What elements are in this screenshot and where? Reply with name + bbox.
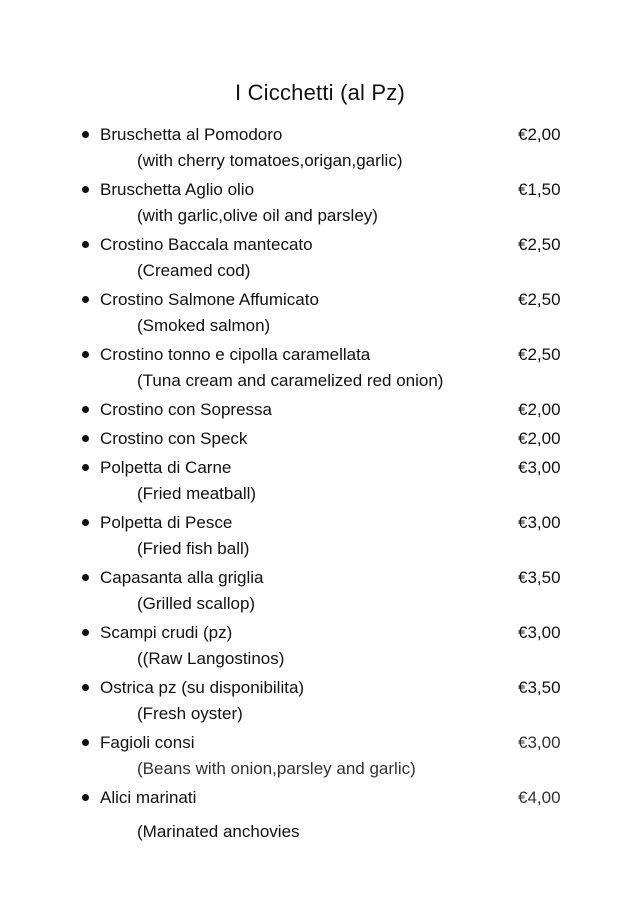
item-price: €3,50 bbox=[518, 568, 561, 587]
item-price: €3,00 bbox=[518, 513, 561, 532]
menu-title: I Cicchetti (al Pz) bbox=[234, 80, 406, 105]
item-price: €4,00 bbox=[518, 788, 561, 807]
menu-item bbox=[0, 398, 640, 422]
item-price: €2,00 bbox=[518, 125, 561, 144]
item-name: Scampi crudi (pz) bbox=[100, 623, 233, 642]
item-price: €3,00 bbox=[518, 733, 561, 752]
menu-item bbox=[0, 511, 640, 558]
item-name: Fagioli consi bbox=[100, 733, 195, 752]
menu-item bbox=[0, 676, 640, 723]
item-name: Capasanta alla griglia bbox=[100, 568, 264, 587]
item-name: Alici marinati bbox=[100, 788, 197, 807]
item-name: Crostino con Speck bbox=[100, 429, 248, 448]
item-description: (with cherry tomatoes,origan,garlic) bbox=[137, 151, 403, 170]
menu-item bbox=[0, 786, 640, 810]
menu-item bbox=[0, 731, 640, 778]
item-price: €2,50 bbox=[518, 235, 561, 254]
item-description: (Beans with onion,parsley and garlic) bbox=[137, 759, 416, 778]
item-name: Polpetta di Pesce bbox=[100, 513, 233, 532]
item-name: Bruschetta Aglio olio bbox=[100, 180, 255, 199]
item-description: (Marinated anchovies bbox=[137, 822, 300, 841]
item-price: €2,50 bbox=[518, 345, 561, 364]
bullet-icon bbox=[82, 464, 89, 471]
menu-item bbox=[0, 427, 640, 451]
item-price: €2,00 bbox=[518, 429, 561, 448]
item-name: Ostrica pz (su disponibilita) bbox=[100, 678, 305, 697]
menu-item bbox=[0, 288, 640, 335]
item-name: Crostino Baccala mantecato bbox=[100, 235, 313, 254]
bullet-icon bbox=[82, 519, 89, 526]
item-description: ((Raw Langostinos) bbox=[137, 649, 285, 668]
item-description: (Creamed cod) bbox=[137, 261, 251, 280]
item-price: €2,50 bbox=[518, 290, 561, 309]
bullet-icon bbox=[82, 684, 89, 691]
item-price: €1,50 bbox=[518, 180, 561, 199]
item-description: (Fried meatball) bbox=[137, 484, 257, 503]
menu-item bbox=[0, 233, 640, 280]
item-description: (Tuna cream and caramelized red onion) bbox=[137, 371, 444, 390]
item-price: €3,50 bbox=[518, 678, 561, 697]
menu-item bbox=[0, 343, 640, 390]
menu-item bbox=[0, 621, 640, 668]
bullet-icon bbox=[82, 131, 89, 138]
item-name: Crostino con Sopressa bbox=[100, 400, 272, 419]
menu-item bbox=[0, 566, 640, 613]
menu-item bbox=[0, 123, 640, 170]
bullet-icon bbox=[82, 296, 89, 303]
item-description: (Grilled scallop) bbox=[137, 594, 256, 613]
item-name: Polpetta di Carne bbox=[100, 458, 232, 477]
item-name: Bruschetta al Pomodoro bbox=[100, 125, 283, 144]
item-description: (Smoked salmon) bbox=[137, 316, 271, 335]
bullet-icon bbox=[82, 435, 89, 442]
bullet-icon bbox=[82, 574, 89, 581]
item-description: (Fresh oyster) bbox=[137, 704, 243, 723]
item-price: €3,00 bbox=[518, 623, 561, 642]
item-name: Crostino tonno e cipolla caramellata bbox=[100, 345, 371, 364]
item-description: (Fried fish ball) bbox=[137, 539, 250, 558]
bullet-icon bbox=[82, 241, 89, 248]
bullet-icon bbox=[82, 739, 89, 746]
bullet-icon bbox=[82, 794, 89, 801]
bullet-icon bbox=[82, 351, 89, 358]
bullet-icon bbox=[82, 629, 89, 636]
item-description: (with garlic,olive oil and parsley) bbox=[137, 206, 378, 225]
item-price: €3,00 bbox=[518, 458, 561, 477]
menu-item bbox=[0, 456, 640, 503]
item-price: €2,00 bbox=[518, 400, 561, 419]
menu-item bbox=[0, 178, 640, 225]
bullet-icon bbox=[82, 186, 89, 193]
bullet-icon bbox=[82, 406, 89, 413]
item-name: Crostino Salmone Affumicato bbox=[100, 290, 319, 309]
